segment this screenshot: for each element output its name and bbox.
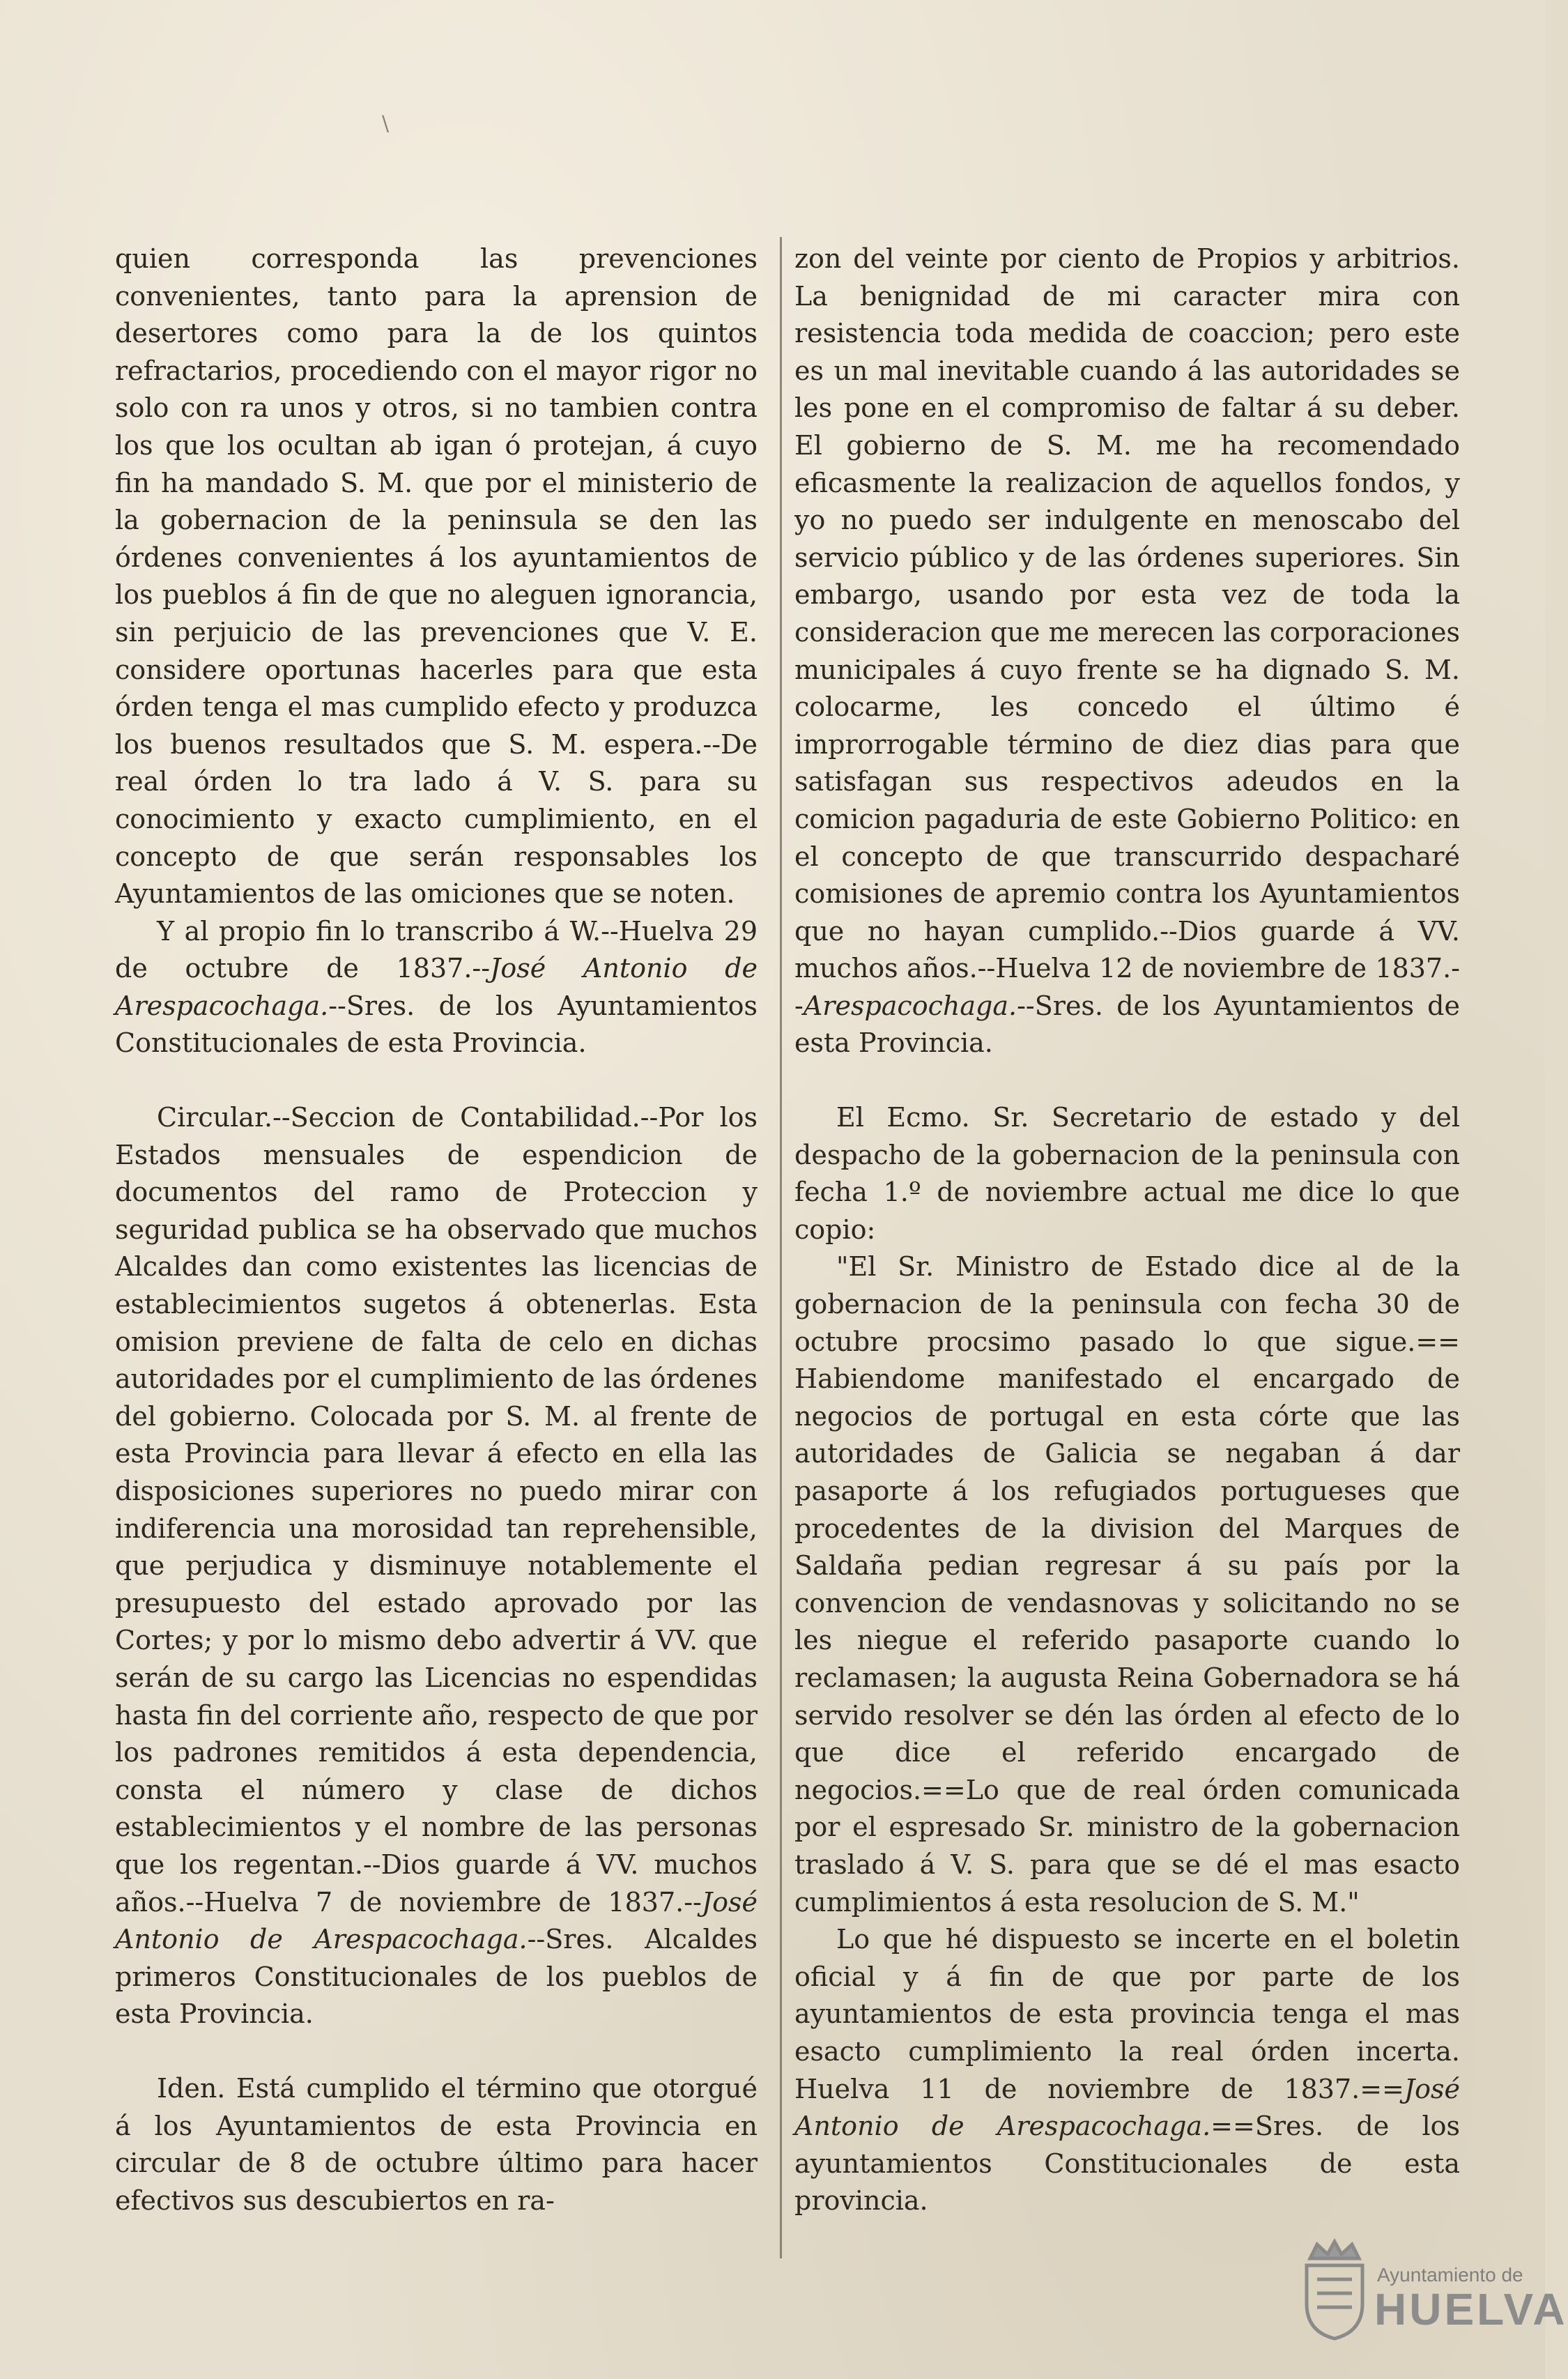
right-paragraph-4-signature: José Antonio de Arespacochaga. [794,2073,1460,2142]
left-paragraph-1: quien corresponda las prevenciones convenientes, tanto para la aprension de desertores como para la de los quintos refractarios, procediendo con el mayor rigor no solo con ra unos y otros, si no tambien contra los que los ocultan ab igan ó protejan, á cuyo fin ha mandado S. M. que por el ministerio de la gobernacion de la peninsula se den las órdenes convenientes á los ayuntamientos de los pueblos á fin de que no aleguen ignorancia, sin perjuicio de las prevenciones que V. E. considere oportunas hacerles para que esta órden tenga el mas cumplido efecto y produzca los buenos resultados que S. M. espera.--De real órden lo tra lado á V. S. para su conocimiento y exacto cumplimiento, en el concepto de que serán responsables los Ayuntamientos de las omiciones que se noten. [115,243,758,910]
left-paragraph-3 [115,1099,758,2033]
watermark-logo [1296,2238,1568,2342]
page-mark: \ [382,112,390,136]
left-paragraph-3-signature: José Antonio de Arespacochaga. [115,1886,758,1955]
left-paragraph-2 [115,913,758,1062]
right-paragraph-1-tail: --Sres. de los Ayuntamientos de esta Provincia. [794,990,1460,1059]
column-divider [780,237,782,2258]
right-paragraph-4-text: Lo que hé dispuesto se incerte en el boletin oficial y á fin de que por parte de los ayuntamientos de esta provincia tenga el mas esacto cumplimiento la real órden incerta. Huelva 11 de noviembre de 1837.== [794,1924,1460,2104]
right-paragraph-3: "El Sr. Ministro de Estado dice al de la gobernacion de la peninsula con fecha 30 de octubre procsimo pasado lo que sigue.== Habiendome manifestado el encargado de negocios de portugal en esta córte que las autoridades de Galicia se negaban á dar pasaporte á los refugiados portugueses que procedentes de la division del Marques de Saldaña pedian regresar á su país por la convencion de vendasnovas y solicitando no se les niegue el referido pasaporte cuando lo reclamasen; la augusta Reina Gobernadora se há servido resolver se dén las órden al efecto de lo que dice el referido encargado de negocios.==Lo que de real órden comunicada por el espresado Sr. ministro de la gobernacion traslado á V. S. para que se dé el mas esacto cumplimientos á esta resolucion de S. M." [794,1251,1460,1918]
left-column [115,240,758,2219]
watermark-big-text: HUELVA [1374,2284,1568,2334]
right-paragraph-1-signature: Arespacochaga. [803,990,1017,1021]
left-paragraph-3-tail: --Sres. Alcaldes primeros Constitucionales de los pueblos de esta Provincia. [115,1924,758,2030]
left-paragraph-2-text: Y al propio fin lo transcribo á W.--Huelva 29 de octubre de 1837.-- [115,915,758,984]
left-paragraph-2-tail: --Sres. de los Ayuntamientos Constitucionales de esta Provincia. [115,990,758,1059]
right-column [794,240,1460,2220]
right-paragraph-1-text: zon del veinte por ciento de Propios y arbitrios. La benignidad de mi caracter mira con resistencia toda medida de coaccion; pero este es un mal inevitable cuando á las autoridades se les pone en el compromiso de faltar á su deber. El gobierno de S. M. me ha recomendado eficasmente la realizacion de aquellos fondos, y yo no puedo ser indulgente en menoscabo del servicio público y de las órdenes superiores. Sin embargo, usando por esta vez de toda la consideracion que me merecen las corporaciones municipales á cuyo frente se ha dignado S. M. colocarme, les concedo el último é improrrogable término de diez dias para que satisfagan sus respectivos adeudos en la comicion pagaduria de este Gobierno Politico: en el concepto de que transcurrido despacharé comisiones de apremio contra los Ayuntamientos que no hayan cumplido.--Dios guarde á VV. muchos años.--Huelva 12 de noviembre de 1837.-- [794,243,1460,1021]
left-paragraph-4: Iden. Está cumplido el término que otorgué á los Ayuntamientos de esta Provincia en circular de 8 de octubre último para hacer efectivos sus descubiertos en ra- [115,2072,758,2216]
left-paragraph-2-signature: José Antonio de Arespacochaga. [115,953,758,1021]
right-paragraph-1 [794,240,1460,1062]
left-paragraph-3-text: Circular.--Seccion de Contabilidad.--Por los Estados mensuales de espendicion de documentos del ramo de Proteccion y seguridad publica se ha observado que muchos Alcaldes dan como existentes las licencias de establecimientos sugetos á obtenerlas. Esta omision previene de falta de celo en dichas autoridades por el cumplimiento de las órdenes del gobierno. Colocada por S. M. al frente de esta Provincia para llevar á efecto en ella las disposiciones superiores no puedo mirar con indiferencia una morosidad tan reprehensible, que perjudica y disminuye notablemente el presupuesto del estado aprovado por las Cortes; y por lo mismo debo advertir á VV. que serán de su cargo las Licencias no espendidas hasta fin del corriente año, respecto de que por los padrones remitidos á esta dependencia, consta el número y clase de dichos establecimientos y el nombre de las personas que los regentan.--Dios guarde á VV. muchos años.--Huelva 7 de noviembre de 1837.-- [115,1102,758,1918]
right-paragraph-2: El Ecmo. Sr. Secretario de estado y del despacho de la gobernacion de la peninsula con fecha 1.º de noviembre actual me dice lo que copio: [794,1102,1460,1245]
right-paragraph-4-tail: ==Sres. de los ayuntamientos Constitucionales de esta provincia. [794,2111,1461,2217]
huelva-crest-icon [1296,2238,1373,2342]
right-paragraph-4 [794,1921,1460,2220]
watermark-small-text: Ayuntamiento de [1377,2264,1523,2286]
